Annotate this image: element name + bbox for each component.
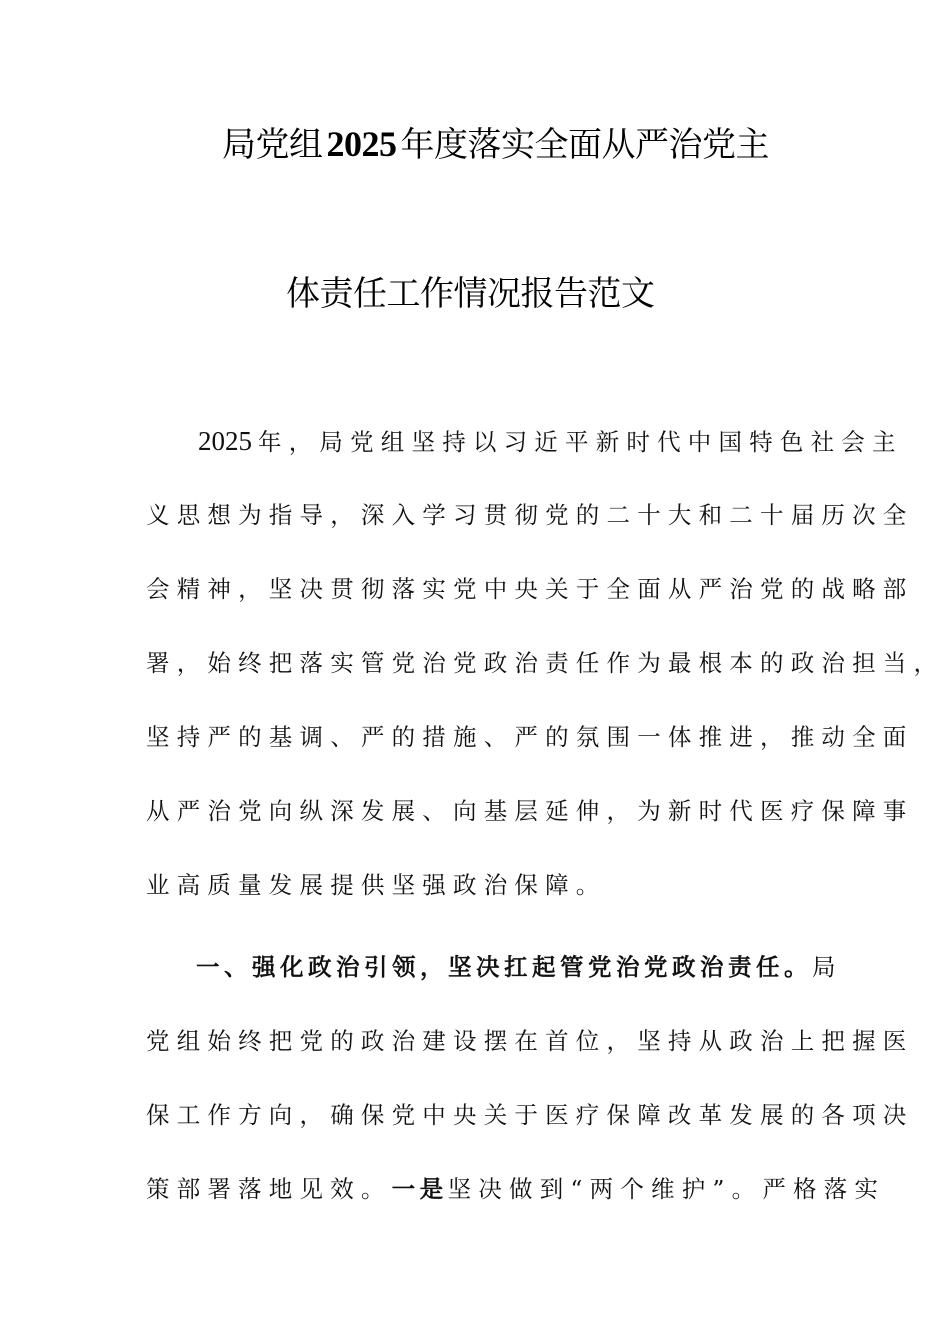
paragraph-text: 坚决做到“两个维护”。严格落实 — [447, 1175, 886, 1203]
title-text: 年度落实全面从严治党主 — [400, 125, 769, 165]
paragraph-text: 年，局党组坚持以习近平新时代中国特色社会主 — [258, 428, 903, 456]
bold-marker: 一是 — [391, 1175, 448, 1203]
paragraph-line: 坚持严的基调、严的措施、严的氛围一体推进，推动全面 — [146, 723, 914, 751]
section-heading-line — [196, 952, 856, 982]
paragraph-text: 策部署落地见效。 — [146, 1175, 392, 1203]
section-heading: 一、强化政治引领，坚决扛起管党治党政治责任。 — [196, 953, 812, 981]
paragraph-line — [146, 1174, 886, 1204]
title-year: 2025 — [326, 124, 397, 164]
paragraph-line — [198, 426, 903, 457]
paragraph-text: 局 — [812, 953, 843, 981]
title-text: 局党组 — [222, 125, 323, 165]
document-title-line-1 — [222, 124, 769, 165]
paragraph-line: 署，始终把落实管党治党政治责任作为最根本的政治担当， — [146, 649, 945, 677]
document-title-line-2: 体责任工作情况报告范文 — [286, 274, 655, 314]
paragraph-line: 党组始终把党的政治建设摆在首位，坚持从政治上把握医 — [146, 1027, 914, 1055]
paragraph-line: 义思想为指导，深入学习贯彻党的二十大和二十届历次全 — [146, 501, 914, 529]
paragraph-line: 业高质量发展提供坚强政治保障。 — [146, 871, 607, 899]
paragraph-line: 会精神，坚决贯彻落实党中央关于全面从严治党的战略部 — [146, 575, 914, 603]
paragraph-line: 保工作方向，确保党中央关于医疗保障改革发展的各项决 — [146, 1101, 914, 1129]
year-number: 2025 — [198, 426, 252, 456]
paragraph-line: 从严治党向纵深发展、向基层延伸，为新时代医疗保障事 — [146, 797, 914, 825]
